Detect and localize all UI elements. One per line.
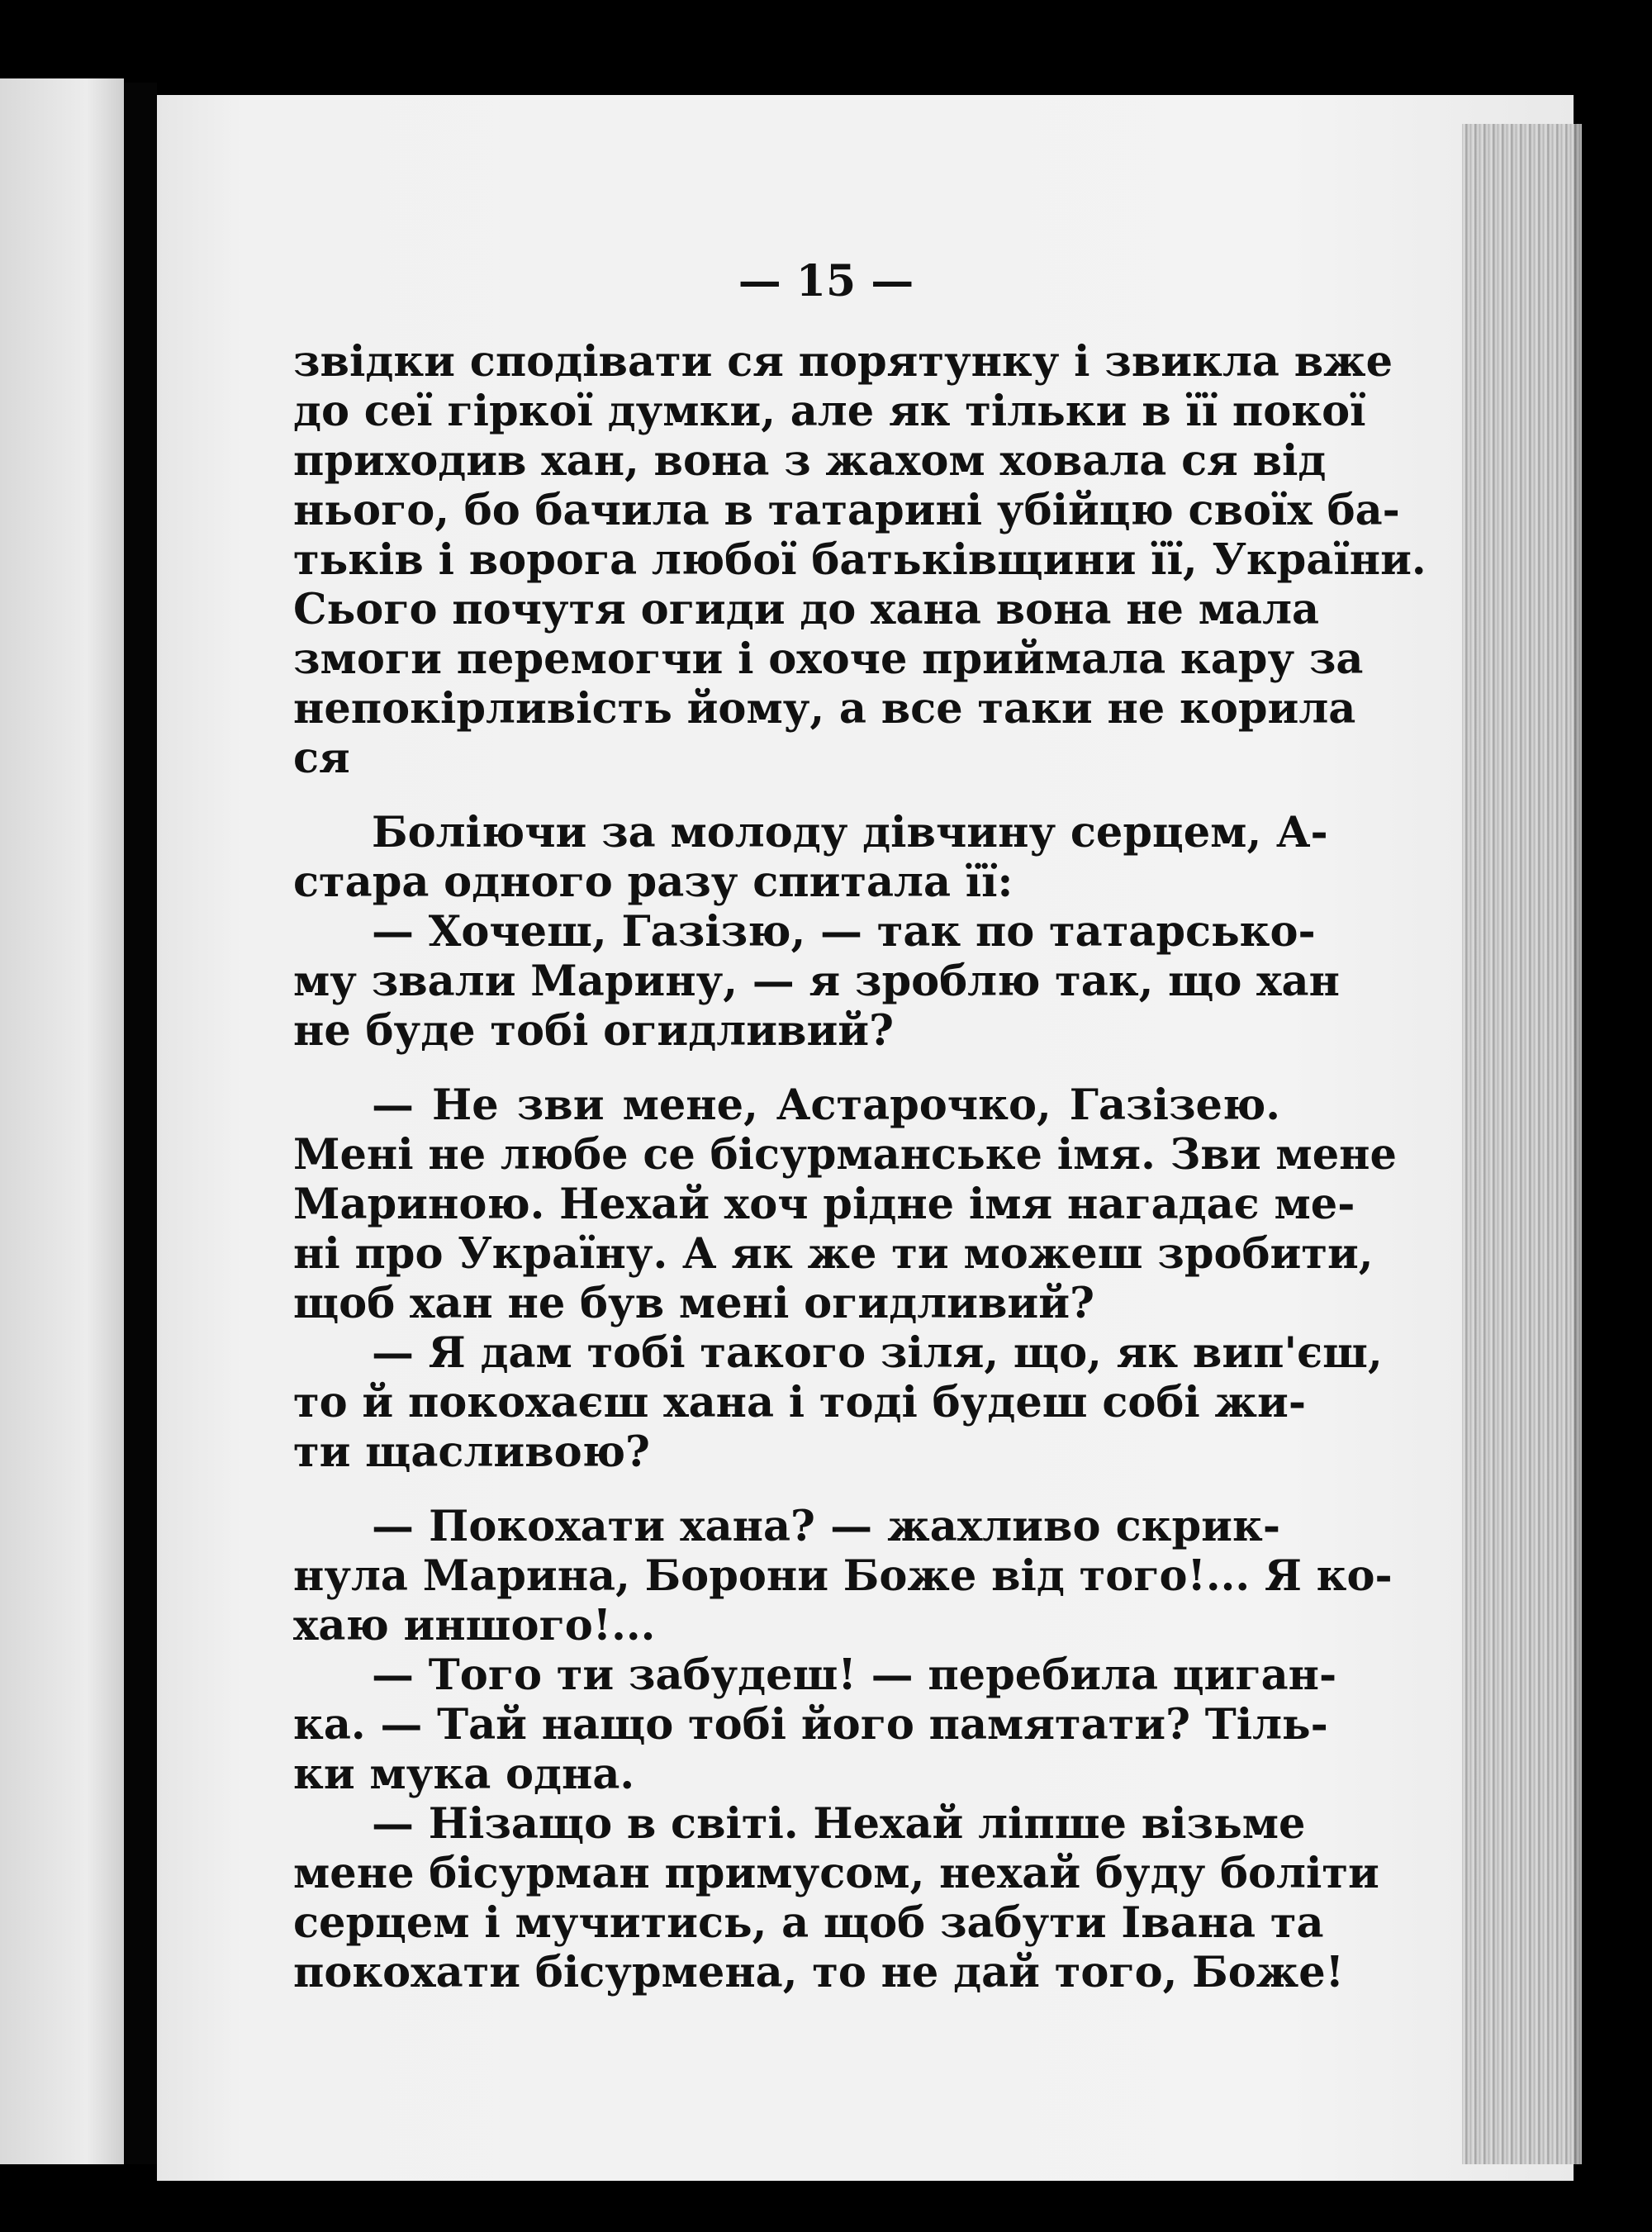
text-line: му звали Марину, — я зроблю так, що хан [293,957,1340,1006]
text-line: ки мука одна. [293,1750,635,1799]
text-line: звідки сподівати ся порятунку і звикла вже [293,337,1393,387]
text-line: покохати бісурмена, то не дай того, Боже! [293,1948,1345,1997]
text-line: нього, бо бачила в татарині убійцю своїх ба- [293,486,1400,535]
page-number: — 15 — [738,256,914,306]
paragraph-gap [293,783,1280,808]
book-gutter [124,83,157,2164]
text-line: змоги перемогчи і охоче приймала кару за [293,634,1364,684]
text-line: ка. — Тай нащо тобі його памятати? Тіль- [293,1700,1328,1750]
text-line: Мені не любе се бісурманське імя. Зви мене [293,1130,1397,1180]
text-line: щоб хан не був мені огидливий? [293,1279,1094,1328]
text-line: ні про Україну. А як же ти можеш зробити, [293,1229,1374,1279]
paragraph-gap [293,1477,1280,1502]
text-line: Боліючи за молоду дівчину серцем, А- [372,808,1328,857]
text-line: не буде тобі огидливий? [293,1006,894,1056]
text-line: нула Марина, Борони Боже від того!... Я ко- [293,1551,1393,1601]
text-line: ся [293,734,350,783]
text-line: Мариною. Нехай хоч рідне імя нагадає ме- [293,1180,1355,1229]
body-text [293,337,1427,1997]
left-page-edge [0,78,124,2164]
text-line: ти щасливою? [293,1427,650,1477]
text-line: стара одного разу спитала її: [293,857,1014,907]
text-line: хаю иншого!... [293,1601,656,1650]
text-line: Сього почутя огиди до хана вона не мала [293,585,1320,634]
text-line: то й покохаєш хана і тоді будеш собі жи- [293,1378,1307,1427]
text-line: непокірливість йому, а все таки не корила [293,684,1356,734]
text-line: — Хочеш, Газізю, — так по татарсько- [372,907,1316,957]
text-line: серцем і мучитись, а щоб забути Івана та [293,1898,1324,1948]
text-line: приходив хан, вона з жахом ховала ся від [293,436,1327,486]
text-line: до сеї гіркої думки, але як тільки в її покої [293,387,1366,436]
paragraph-gap [293,1056,1280,1080]
text-line: — Нізащо в світі. Нехай ліпше візьме [372,1799,1306,1849]
text-line: — Покохати хана? — жахливо скрик- [372,1502,1280,1551]
text-line: мене бісурман примусом, нехай буду боліти [293,1849,1379,1898]
text-line: — Того ти забудеш! — перебила циган- [372,1650,1337,1700]
text-line: — Я дам тобі такого зіля, що, як вип'єш, [372,1328,1383,1378]
text-line: — Не зви мене, Астарочко, Газізею. [372,1080,1280,1130]
text-line: тьків і ворога любої батьківщини її, України. [293,535,1427,585]
page-edges-stack [1462,124,1582,2164]
